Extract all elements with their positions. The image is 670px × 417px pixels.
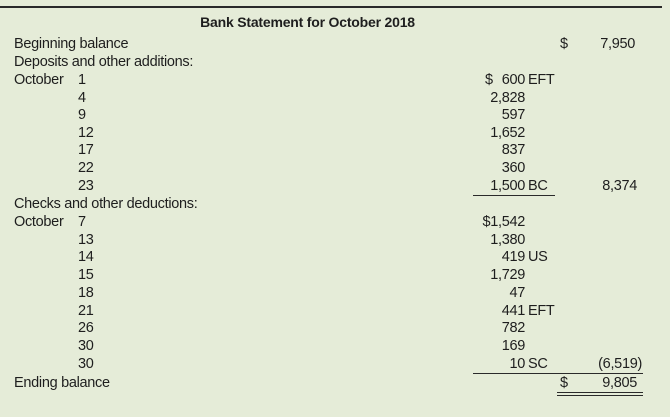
deposit-amount: 597 — [501, 107, 525, 123]
deposits-total: 8,374 — [602, 178, 637, 194]
deduction-row — [0, 284, 670, 302]
deposit-code: EFT — [528, 72, 555, 88]
ending-balance-currency: $ — [560, 375, 569, 391]
deposit-amount: 360 — [501, 160, 525, 176]
deduction-row — [0, 355, 670, 373]
deductions-total: (6,519) — [598, 356, 642, 372]
deduction-code: US — [528, 249, 548, 265]
deposit-currency: $ — [485, 72, 494, 88]
deposit-month: October — [14, 72, 64, 88]
deduction-amount: 441 — [501, 303, 525, 319]
deposit-day: 9 — [78, 107, 86, 123]
beginning-balance-amount: 7,950 — [600, 36, 635, 52]
deduction-day: 21 — [78, 303, 94, 319]
ending-balance-label: Ending balance — [14, 375, 110, 391]
deduction-day: 18 — [78, 285, 94, 301]
ending-balance-row — [0, 374, 670, 392]
deposit-row — [0, 71, 670, 89]
deposit-day: 17 — [78, 142, 94, 158]
deposit-day: 22 — [78, 160, 94, 176]
deposits-heading-row — [0, 53, 670, 71]
beginning-balance-label: Beginning balance — [14, 36, 129, 52]
deduction-row — [0, 266, 670, 284]
deposits-heading: Deposits and other additions: — [14, 54, 194, 70]
deduction-amount: 1,729 — [490, 267, 525, 283]
deduction-amount: 10 — [509, 356, 525, 372]
deposit-row — [0, 124, 670, 142]
deduction-day: 13 — [78, 232, 94, 248]
deduction-amount: 1,380 — [490, 232, 525, 248]
deduction-amount: 47 — [509, 285, 525, 301]
deposit-day: 4 — [78, 90, 86, 106]
deposit-amount: 600 — [501, 72, 525, 88]
deposit-amount: 1,500 — [490, 178, 525, 194]
deduction-day: 30 — [78, 356, 94, 372]
deposit-day: 12 — [78, 125, 94, 141]
deductions-heading: Checks and other deductions: — [14, 196, 198, 212]
deposit-amount: 2,828 — [490, 90, 525, 106]
deduction-day: 7 — [78, 214, 86, 230]
deduction-month: October — [14, 214, 64, 230]
deduction-row — [0, 302, 670, 320]
deposit-code: BC — [528, 178, 548, 194]
deduction-row — [0, 248, 670, 266]
top-rule — [0, 6, 662, 8]
deposit-row — [0, 106, 670, 124]
deduction-row — [0, 231, 670, 249]
deduction-day: 15 — [78, 267, 94, 283]
deduction-row — [0, 337, 670, 355]
deduction-row — [0, 213, 670, 231]
deduction-amount: 782 — [501, 320, 525, 336]
deposit-row — [0, 141, 670, 159]
deduction-amount: 169 — [501, 338, 525, 354]
deduction-row — [0, 319, 670, 337]
deduction-amount: $1,542 — [482, 214, 525, 230]
deduction-code: EFT — [528, 303, 555, 319]
deductions-heading-row — [0, 195, 670, 213]
deposit-amount: 837 — [501, 142, 525, 158]
deposit-day: 1 — [78, 72, 86, 88]
deduction-day: 14 — [78, 249, 94, 265]
beginning-balance-currency: $ — [560, 36, 569, 52]
deposit-row — [0, 89, 670, 107]
deduction-amount: 419 — [501, 249, 525, 265]
deposit-day: 23 — [78, 178, 94, 194]
deposit-row — [0, 177, 670, 195]
deduction-code: SC — [528, 356, 548, 372]
deduction-day: 30 — [78, 338, 94, 354]
deposit-row — [0, 159, 670, 177]
statement-title: Bank Statement for October 2018 — [200, 14, 415, 30]
total-double-rule — [557, 392, 643, 396]
beginning-balance-row — [0, 35, 670, 53]
ending-balance-amount: 9,805 — [602, 375, 637, 391]
deposit-amount: 1,652 — [490, 125, 525, 141]
deduction-day: 26 — [78, 320, 94, 336]
